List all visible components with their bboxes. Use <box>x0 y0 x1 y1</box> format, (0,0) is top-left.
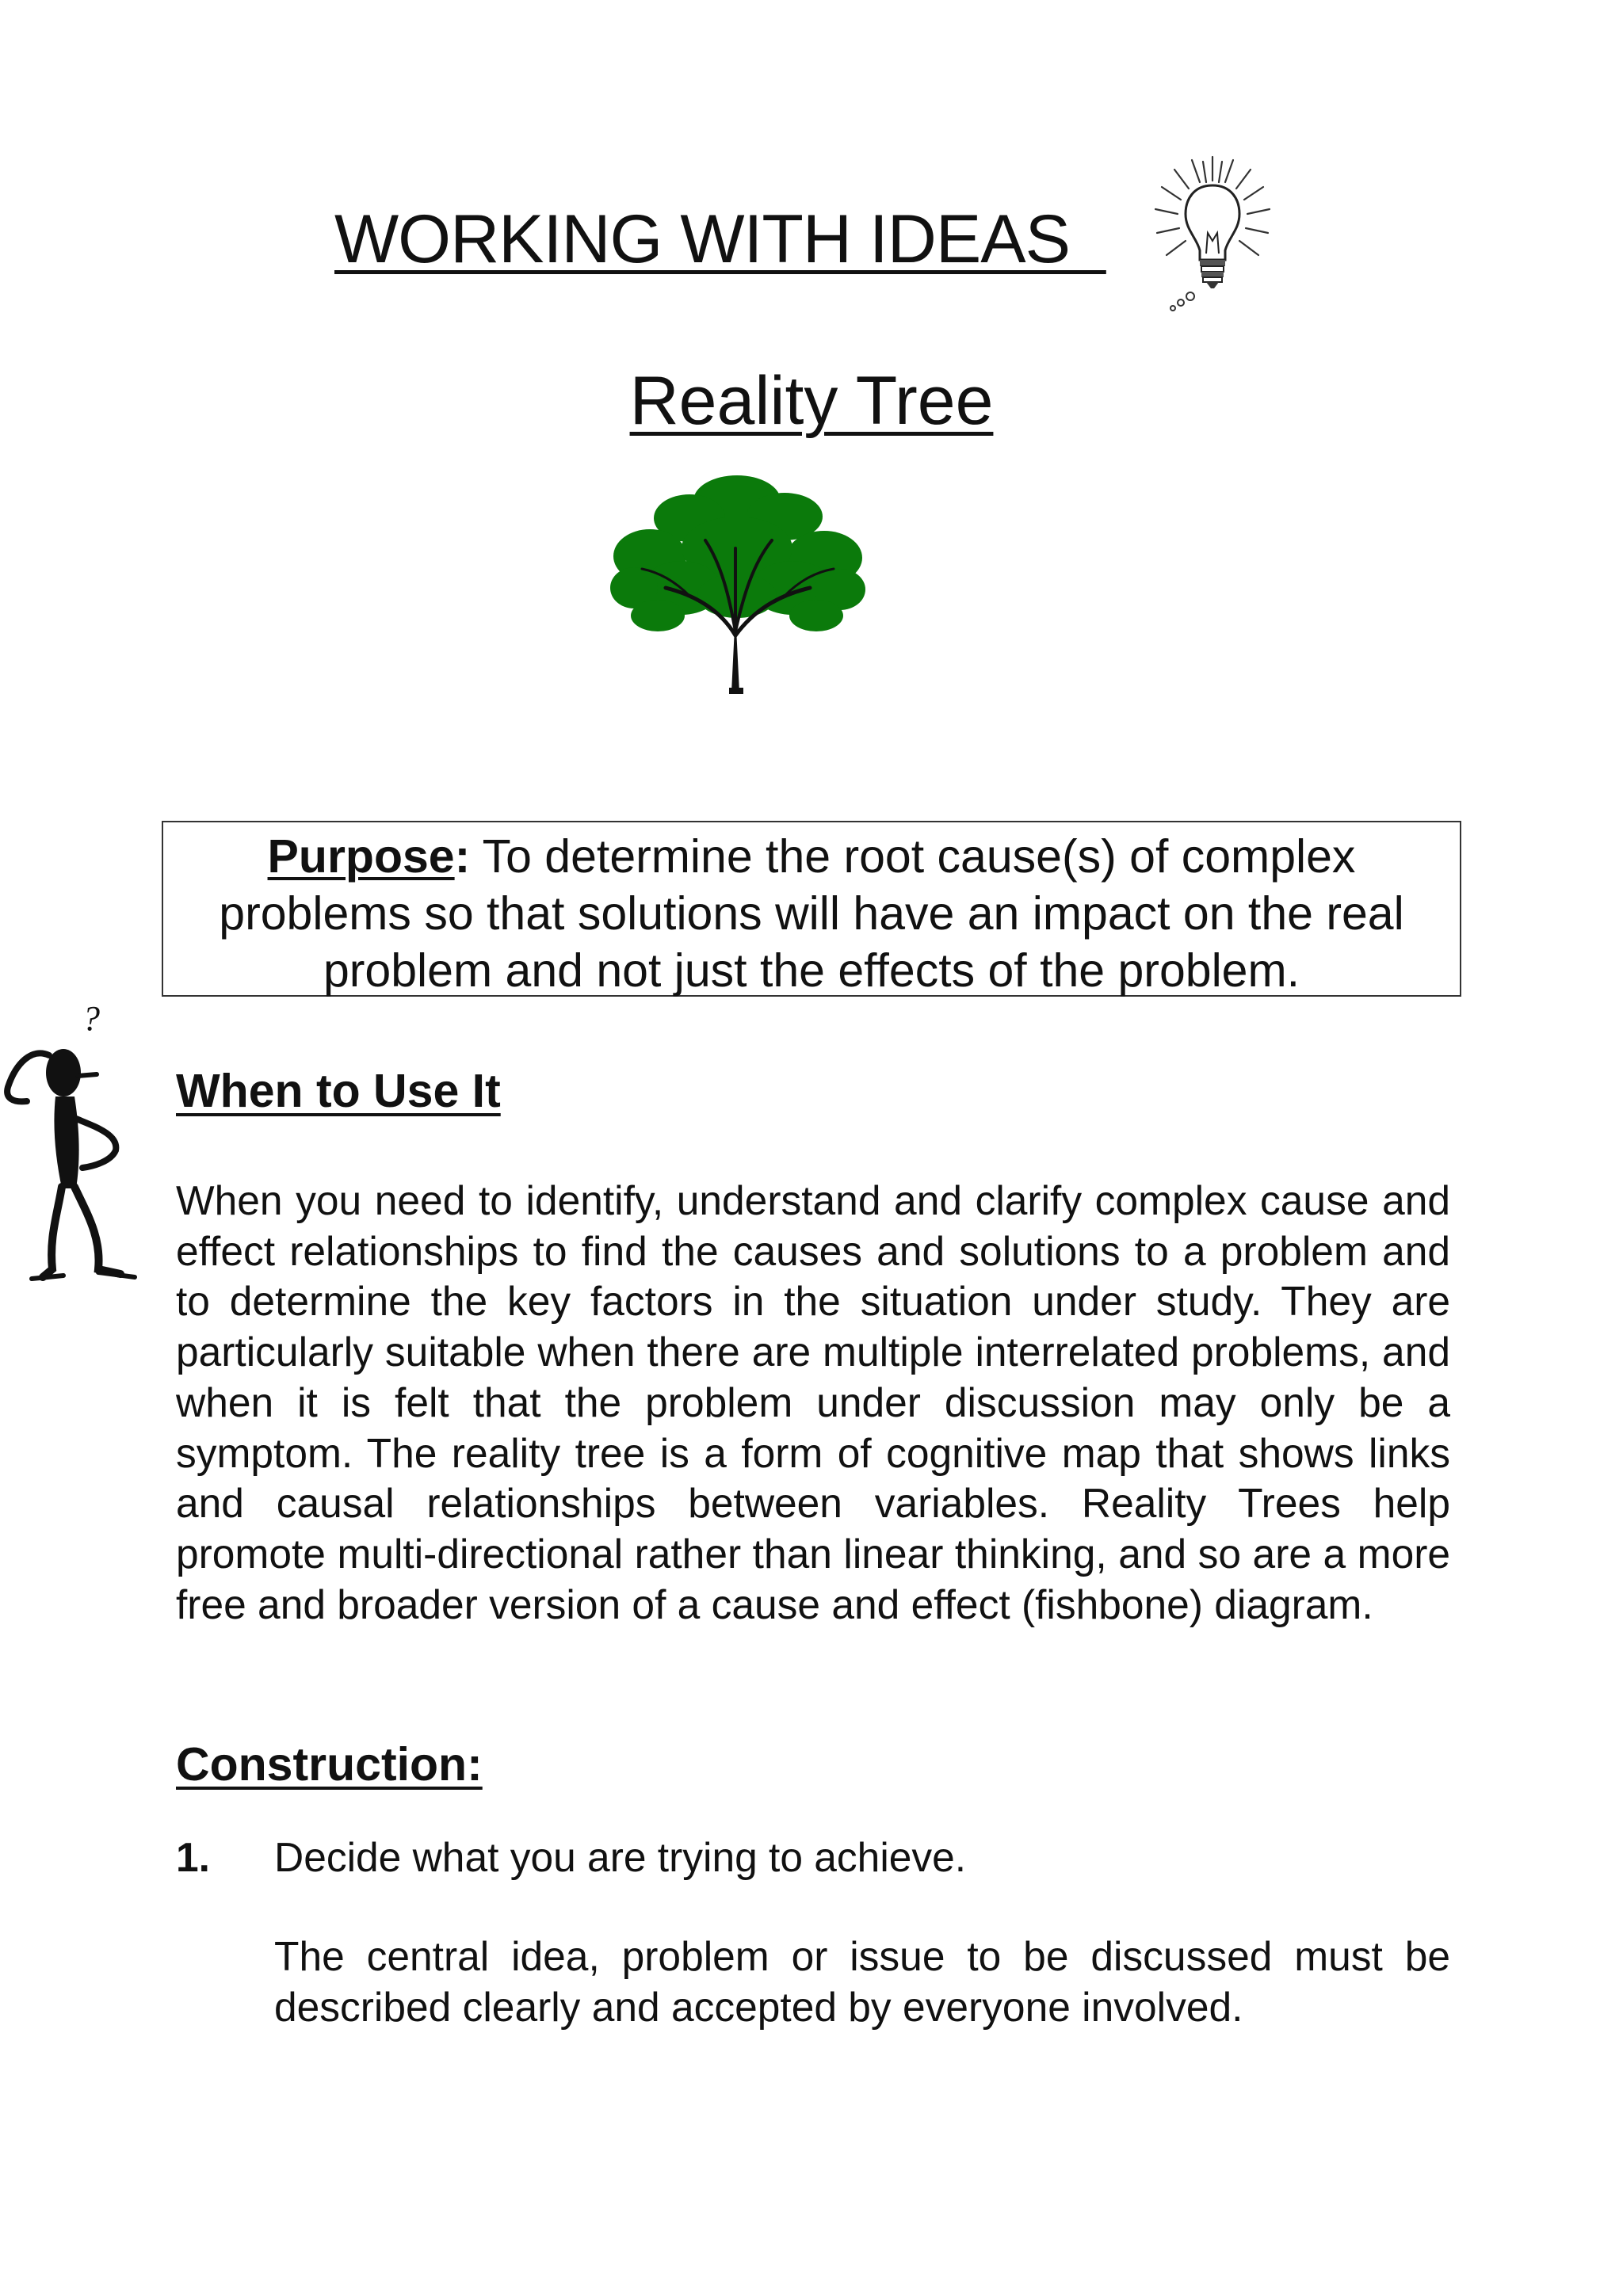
step-title: Decide what you are trying to achieve. <box>274 1834 967 1880</box>
when-to-use-body: When you need to identify, understand and clarify complex cause and effect relationships to find the causes and solutions to a problem and to determine the key factors in the situation under study. They are particularly suitable when there are multiple interrelated problems, and when it is felt that the problem under discussion may only be a symptom. The reality tree is a form of cognitive map that shows links and causal relationships between variables. Reality Trees help promote multi-directional rather than linear thinking, and so are a more free and broader version of a cause and effect (fishbone) diagram. <box>176 1177 1450 1627</box>
page-title: WORKING WITH IDEAS <box>334 201 1106 277</box>
purpose-label: Purpose <box>267 830 455 883</box>
document-subtitle: Reality Tree <box>629 363 994 439</box>
construction-heading: Construction: <box>176 1738 483 1791</box>
svg-text:?: ? <box>82 1000 100 1038</box>
thinking-figure-icon <box>0 1000 143 1309</box>
purpose-text: To determine the root cause(s) of complex problems so that solutions will have an impact on the real problem and not just the effects of the problem. <box>219 830 1404 997</box>
when-to-use-heading: When to Use It <box>176 1065 501 1117</box>
lightbulb-icon <box>1141 151 1284 317</box>
step-number: 1. <box>176 1834 210 1880</box>
tree-icon <box>602 469 872 699</box>
step-description: The central idea, problem or issue to be discussed must be described clearly and accepted by everyone involved. <box>274 1933 1450 2030</box>
purpose-colon: : <box>454 830 471 883</box>
purpose-box <box>162 821 1461 997</box>
